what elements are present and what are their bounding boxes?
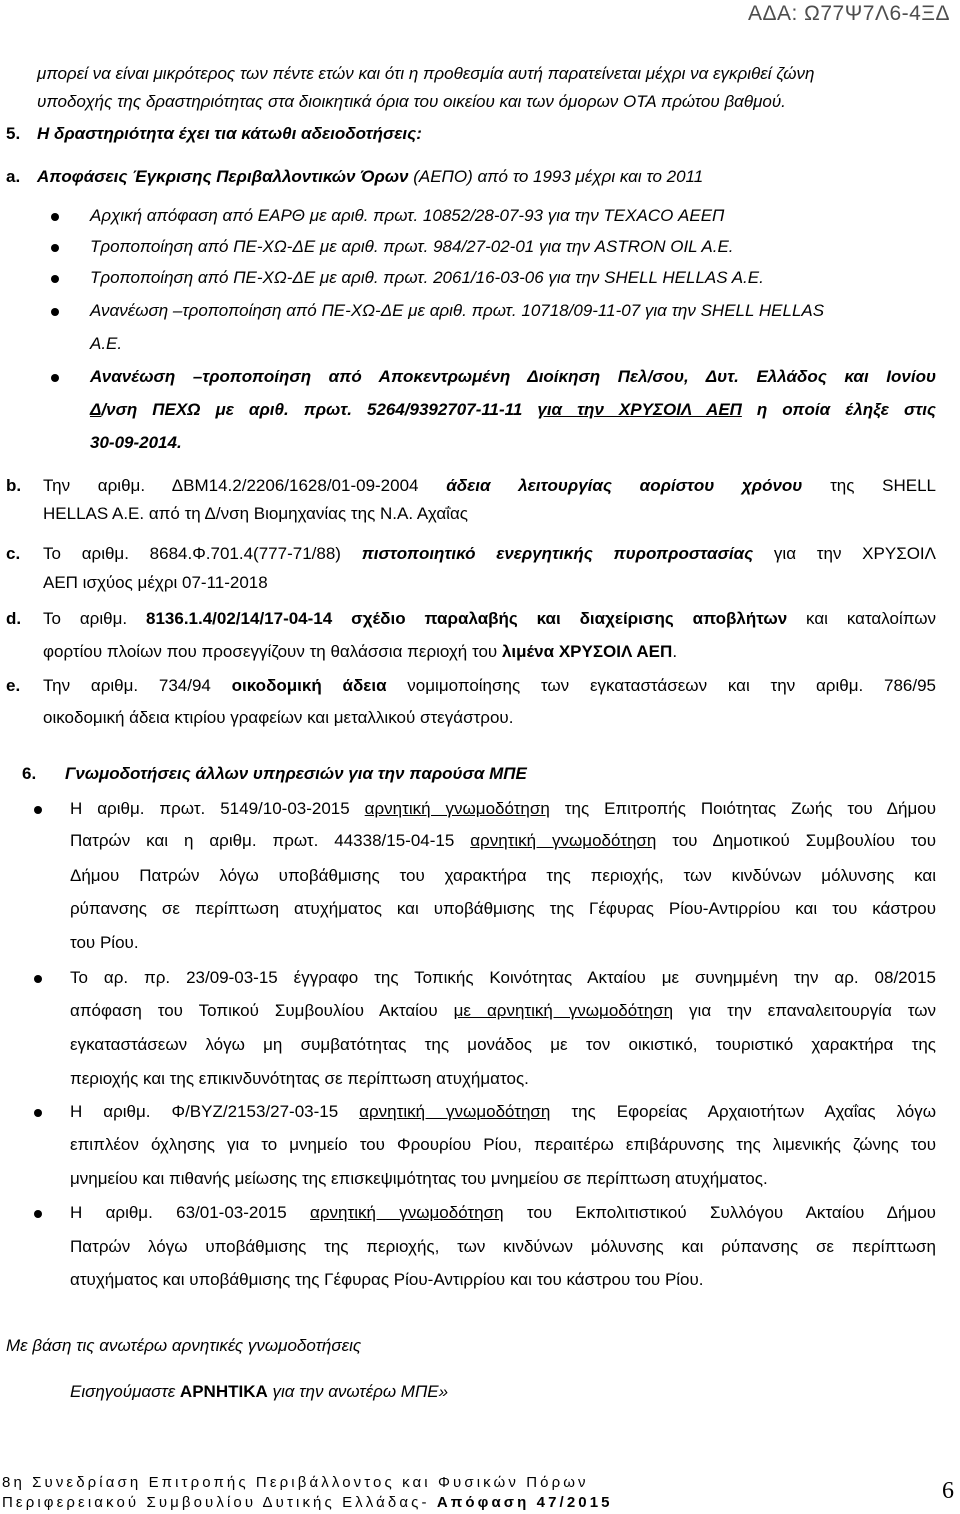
opinion-4-l1-post: του Εκπολιτιστικού Συλλόγου Ακταίου Δήμου	[503, 1203, 936, 1222]
footer-session: 8η Συνεδρίαση Επιτροπής Περιβάλλοντος και Φυσικών Πόρων	[2, 1474, 589, 1491]
aepo-bullet-5-expiry: η οποία έληξε στις	[741, 400, 936, 419]
page-number: 6	[942, 1478, 954, 1504]
item-a	[6, 166, 20, 188]
opinion-3-l1-post: της Εφορείας Αρχαιοτήτων Αχαΐας λόγω	[550, 1102, 937, 1121]
intro-line-1: μπορεί να είναι μικρότερος των πέντε ετών και ότι η προθεσμία αυτή παρατείνεται μέχρι να εγκριθεί ζώνη	[37, 64, 815, 83]
ada-code: ΑΔΑ: Ω77Ψ7Λ6-4ΞΔ	[747, 2, 950, 25]
closing-line-2	[70, 1381, 448, 1403]
opinion-1-l2-post: του Δημοτικού Συμβουλίου του	[656, 831, 936, 850]
footer-council: Περιφερειακού Συμβουλίου Δυτικής Ελλάδας-	[2, 1494, 437, 1511]
item-d-l2-pre: φορτίου πλοίων που προσεγγίζουν τη θαλάσσια περιοχή του	[43, 642, 502, 661]
section-5-number: 5.	[6, 124, 21, 143]
section-6-number: 6.	[22, 764, 37, 783]
aepo-bullet-5-protocol: /νση ΠΕΧΩ με αριθ. πρωτ. 5264/9392707-11-11	[101, 400, 538, 419]
opinion-3-line-1	[70, 1101, 936, 1123]
opinion-1-l1-pre: Η αριθμ. πρωτ. 5149/10-03-2015	[70, 799, 365, 818]
opinion-2-l2-post: για την επαναλειτουργία των	[673, 1001, 936, 1020]
opinion-4-line-3: ατυχήματος και υποβάθμισης της Γέφυρας Ρίου-Αντιρρίου και του κάστρου του Ρίου.	[70, 1270, 704, 1289]
opinion-3-l1-underline: αρνητική γνωμοδότηση	[359, 1102, 551, 1121]
bullet-dot	[51, 244, 59, 252]
opinion-2-line-3: εγκαταστάσεων λόγω μη συμβατότητας της μονάδος με τον οικιστικό, τουριστικό χαρακτήρα της	[70, 1035, 936, 1054]
aepo-bullet-4-line-2: Α.Ε.	[90, 334, 123, 353]
aepo-bullet-5-company: για την ΧΡΥΣΟΙΛ ΑΕΠ	[537, 400, 742, 419]
bullet-dot	[34, 975, 42, 983]
item-c-label: c.	[6, 544, 21, 563]
bullet-dot	[34, 1109, 42, 1117]
opinion-1-l2-pre: Πατρών και η αριθμ. πρωτ. 44338/15-04-15	[70, 831, 471, 850]
aepo-bullet-1: Αρχική απόφαση από ΕΑΡΘ με αριθ. πρωτ. 10852/28-07-93 για την TEXACO ΑΕΕΠ	[90, 206, 725, 225]
bullet-dot	[34, 806, 42, 814]
item-d-line-2	[43, 641, 677, 663]
section-5-title: Η δραστηριότητα έχει τια κάτωθι αδειοδοτήσεις:	[37, 124, 422, 143]
item-e-pre: Την αριθμ. 734/94	[43, 676, 232, 695]
opinion-2-l2-pre: απόφαση του Τοπικού Συμβουλίου Ακταίου	[70, 1001, 454, 1020]
item-c-pre: Το αριθμ. 8684.Φ.701.4(777-71/88)	[43, 544, 362, 563]
item-c-post: για την ΧΡΥΣΟΙΛ	[753, 544, 937, 563]
item-c-line-1	[43, 543, 936, 565]
aepo-bullet-3: Τροποποίηση από ΠΕ-ΧΩ-ΔΕ με αριθ. πρωτ. 2061/16-03-06 για την SHELL HELLAS A.E.	[90, 268, 764, 287]
closing-bold: ΑΡΝΗΤΙΚΑ	[179, 1382, 268, 1401]
item-e-bold: οικοδομική άδεια	[231, 676, 387, 695]
section-6-title: Γνωμοδοτήσεις άλλων υπηρεσιών για την παρούσα ΜΠΕ	[65, 764, 527, 783]
bullet-dot	[51, 374, 59, 382]
item-d-l2-bold: λιμένα ΧΡΥΣΟΙΛ ΑΕΠ	[501, 642, 673, 661]
footer-decision	[2, 1494, 613, 1511]
bullet-dot	[34, 1210, 42, 1218]
opinion-1-line-1	[70, 798, 936, 820]
item-a-heading	[37, 166, 703, 188]
opinion-2-l2-underline: με αρνητική γνωμοδότηση	[453, 1001, 674, 1020]
bullet-dot	[51, 213, 59, 221]
opinion-4-l1-underline: αρνητική γνωμοδότηση	[310, 1203, 504, 1222]
aepo-bullet-5-line-3: 30-09-2014.	[90, 433, 182, 452]
item-a-heading-rest: (ΑΕΠΟ) από το 1993 μέχρι και το 2011	[408, 167, 704, 186]
footer-decision-number: Απόφαση 47/2015	[436, 1494, 613, 1511]
aepo-bullet-2: Τροποποίηση από ΠΕ-ΧΩ-ΔΕ με αριθ. πρωτ. 984/27-02-01 για την ASTRON OIL A.E.	[90, 237, 734, 256]
opinion-1-line-3: Δήμου Πατρών λόγω υποβάθμισης του χαρακτήρα της περιοχής, των κινδύνων μόλυνσης και	[70, 866, 936, 885]
item-b-line-1	[43, 475, 936, 497]
item-e-label: e.	[6, 676, 21, 695]
opinion-2-line-1: Το αρ. πρ. 23/09-03-15 έγγραφο της Τοπικής Κοινότητας Ακταίου με συνημμένη την αρ. 08/2015	[70, 968, 936, 987]
item-c-line-2: ΑΕΠ ισχύος μέχρι 07-11-2018	[43, 573, 268, 592]
opinion-4-line-1	[70, 1202, 936, 1224]
item-b-bold: άδεια λειτουργίας αορίστου χρόνου	[446, 476, 803, 495]
opinion-2-line-2	[70, 1000, 936, 1022]
item-e-line-2: οικοδομική άδεια κτιρίου γραφείων και μεταλλικού στεγάστρου.	[43, 708, 514, 727]
closing-post: για την ανωτέρω ΜΠΕ»	[267, 1382, 449, 1401]
opinion-4-line-2: Πατρών λόγω υποβάθμισης της περιοχής, των κινδύνων μόλυνσης και ρύπανσης σε περίπτωση	[70, 1237, 936, 1256]
item-d-label: d.	[6, 609, 22, 628]
aepo-bullet-5-line-1: Ανανέωση –τροποποίηση από Αποκεντρωμένη Διοίκηση Πελ/σου, Δυτ. Ελλάδος και Ιονίου	[90, 367, 936, 386]
item-b-label: b.	[6, 476, 22, 495]
item-a-label: a.	[6, 167, 21, 186]
opinion-3-line-2: επιπλέον όχλησης για το μνημείο του Φρουρίου Ρίου, περαιτέρω επιβάρυνσης της λιμενικής ζώνης του	[70, 1135, 936, 1154]
item-e-post: νομιμοποίησης των εγκαταστάσεων και την αριθμ. 786/95	[386, 676, 936, 695]
item-a-heading-bold: Αποφάσεις Έγκρισης Περιβαλλοντικών Όρων	[37, 167, 409, 186]
item-d-bold: 8136.1.4/02/14/17-04-14 σχέδιο παραλαβής και διαχείρισης αποβλήτων	[146, 609, 788, 628]
aepo-bullet-4-line-1: Ανανέωση –τροποποίηση από ΠΕ-ΧΩ-ΔΕ με αριθ. πρωτ. 10718/09-11-07 για την SHELL HELLAS	[90, 301, 825, 320]
opinion-1-line-5: του Ρίου.	[70, 933, 139, 952]
item-b-pre: Την αριθμ. ΔΒΜ14.2/2206/1628/01-09-2004	[43, 476, 447, 495]
bullet-dot	[51, 275, 59, 283]
opinion-3-l1-pre: Η αριθμ. Φ/ΒΥΖ/2153/27-03-15	[70, 1102, 360, 1121]
item-b-post: της SHELL	[802, 476, 936, 495]
opinion-1-line-4: ρύπανσης σε περίπτωση ατυχήματος και υποβάθμισης της Γέφυρας Ρίου-Αντιρρίου και του κάστρου	[70, 899, 936, 918]
item-c-bold: πιστοποιητικό ενεργητικής πυροπροστασίας	[361, 544, 754, 563]
opinion-1-line-2	[70, 830, 936, 852]
opinion-1-l1-underline: αρνητική γνωμοδότηση	[364, 799, 550, 818]
aepo-bullet-5-line-2	[90, 399, 936, 421]
item-d-line-1	[43, 608, 936, 630]
item-d-post: και καταλοίπων	[787, 609, 936, 628]
item-d-pre: Το αριθμ.	[43, 609, 146, 628]
opinion-1-l1-post: της Επιτροπής Ποιότητας Ζωής του Δήμου	[549, 799, 937, 818]
closing-line-1: Με βάση τις ανωτέρω αρνητικές γνωμοδοτήσεις	[6, 1336, 362, 1355]
item-b-line-2: HELLAS A.E. από τη Δ/νση Βιομηχανίας της Ν.Α. Αχαΐας	[43, 504, 468, 523]
opinion-4-l1-pre: Η αριθμ. 63/01-03-2015	[70, 1203, 311, 1222]
opinion-3-line-3: μνημείου και πιθανής μείωσης της επισκεψιμότητας του μνημείου σε περίπτωση ατυχήματος.	[70, 1169, 768, 1188]
intro-line-2: υποδοχής της δραστηριότητας στα διοικητικά όρια του οικείου και των όμορων ΟΤΑ πρώτου βαθμού.	[37, 92, 786, 111]
opinion-1-l2-underline: αρνητική γνωμοδότηση	[470, 831, 657, 850]
bullet-dot	[51, 308, 59, 316]
aepo-bullet-5-underlined-d: Δ	[90, 400, 102, 419]
opinion-2-line-4: περιοχής και της επικινδυνότητας σε περίπτωση ατυχήματος.	[70, 1069, 529, 1088]
item-e-line-1	[43, 675, 936, 697]
item-d-l2-end: .	[672, 642, 678, 661]
closing-pre: Εισηγούμαστε	[70, 1382, 180, 1401]
